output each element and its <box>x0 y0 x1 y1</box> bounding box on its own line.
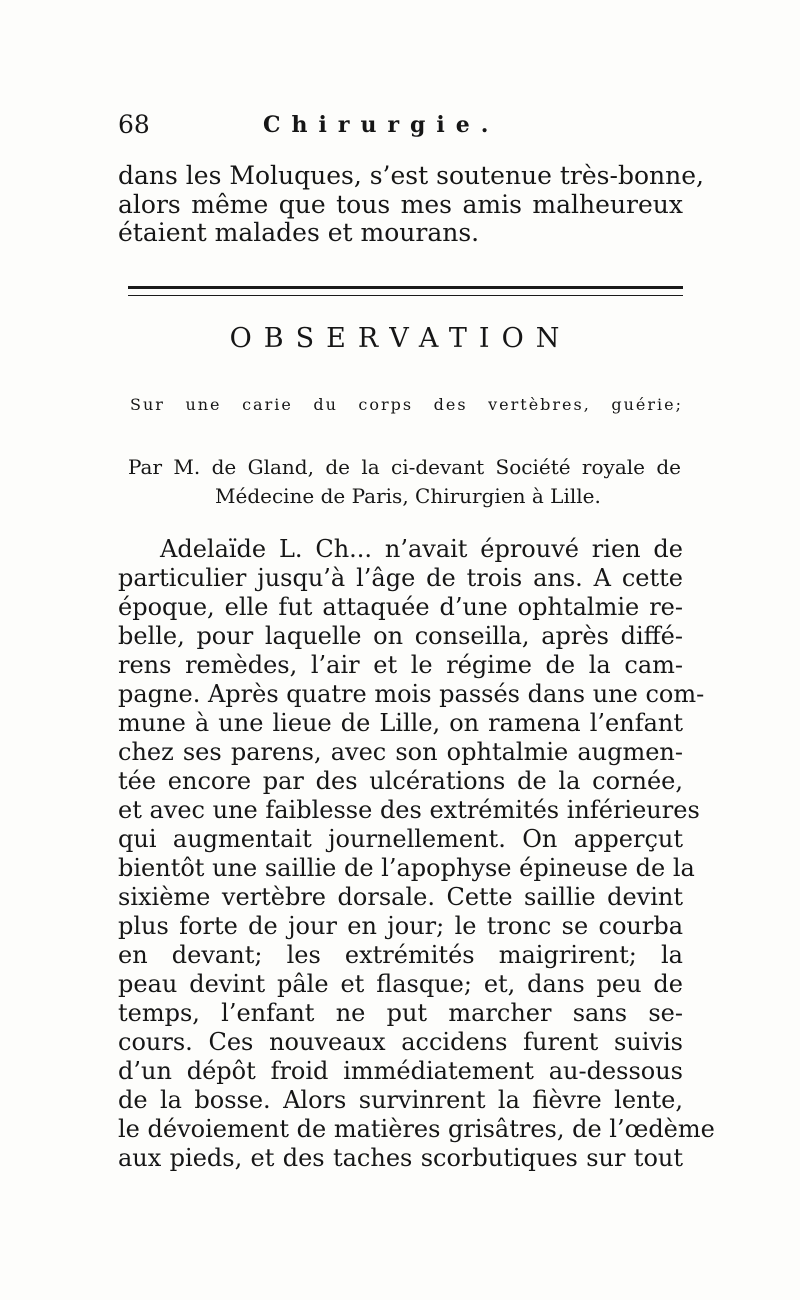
body-text-line: belle, pour laquelle on conseilla, après diffé- <box>118 622 683 650</box>
author-line: Médecine de Paris, Chirurgien à Lille. <box>215 484 601 508</box>
page-header <box>118 110 688 150</box>
continued-text-line: dans les Moluques, s’est soutenue très-bonne, <box>118 161 704 190</box>
body-text-line: aux pieds, et des taches scorbutiques sur tout <box>118 1144 683 1172</box>
body-text-line: tée encore par des ulcérations de la cornée, <box>118 767 683 795</box>
body-text-line: en devant; les extrémités maigrirent; la <box>118 941 683 969</box>
body-text-line: et avec une faiblesse des extrémités inférieures <box>118 796 700 824</box>
body-text-line: de la bosse. Alors survinrent la fièvre lente, <box>118 1086 683 1114</box>
body-text-line: le dévoiement de matières grisâtres, de l’œdème <box>118 1115 715 1143</box>
body-text-line: Adelaïde L. Ch... n’avait éprouvé rien de <box>160 535 683 563</box>
body-text-line: époque, elle fut attaquée d’une ophtalmie re- <box>118 593 683 621</box>
section-divider <box>128 286 683 296</box>
body-text-line: qui augmentait journellement. On apperçut <box>118 825 683 853</box>
continued-text-line: étaient malades et mourans. <box>118 218 480 247</box>
body-text-line: cours. Ces nouveaux accidens furent suivis <box>118 1028 683 1056</box>
body-text-line: bientôt une saillie de l’apophyse épineuse de la <box>118 854 695 882</box>
body-text-line: mune à une lieue de Lille, on ramena l’enfant <box>118 709 683 737</box>
body-text-line: sixième vertèbre dorsale. Cette saillie devint <box>118 883 683 911</box>
page-number: 68 <box>118 110 150 139</box>
section-subtitle: Sur une carie du corps des vertèbres, guérie; <box>130 395 683 414</box>
body-text-line: peau devint pâle et flasque; et, dans peu de <box>118 970 683 998</box>
author-line: Par M. de Gland, de la ci-devant Société royale de <box>128 455 681 479</box>
body-text-line: rens remèdes, l’air et le régime de la cam- <box>118 651 683 679</box>
section-title: OBSERVATION <box>229 323 572 354</box>
body-text-line: chez ses parens, avec son ophtalmie augmen- <box>118 738 683 766</box>
body-text-line: temps, l’enfant ne put marcher sans se- <box>118 999 683 1027</box>
body-text-line: pagne. Après quatre mois passés dans une com- <box>118 680 705 708</box>
body-text-line: plus forte de jour en jour; le tronc se courba <box>118 912 683 940</box>
continued-text-line: alors même que tous mes amis malheureux <box>118 190 683 219</box>
body-text-line: d’un dépôt froid immédiatement au-dessous <box>118 1057 683 1085</box>
body-text-line: particulier jusqu’à l’âge de trois ans. A cette <box>118 564 683 592</box>
running-title: Chirurgie. <box>263 112 500 138</box>
